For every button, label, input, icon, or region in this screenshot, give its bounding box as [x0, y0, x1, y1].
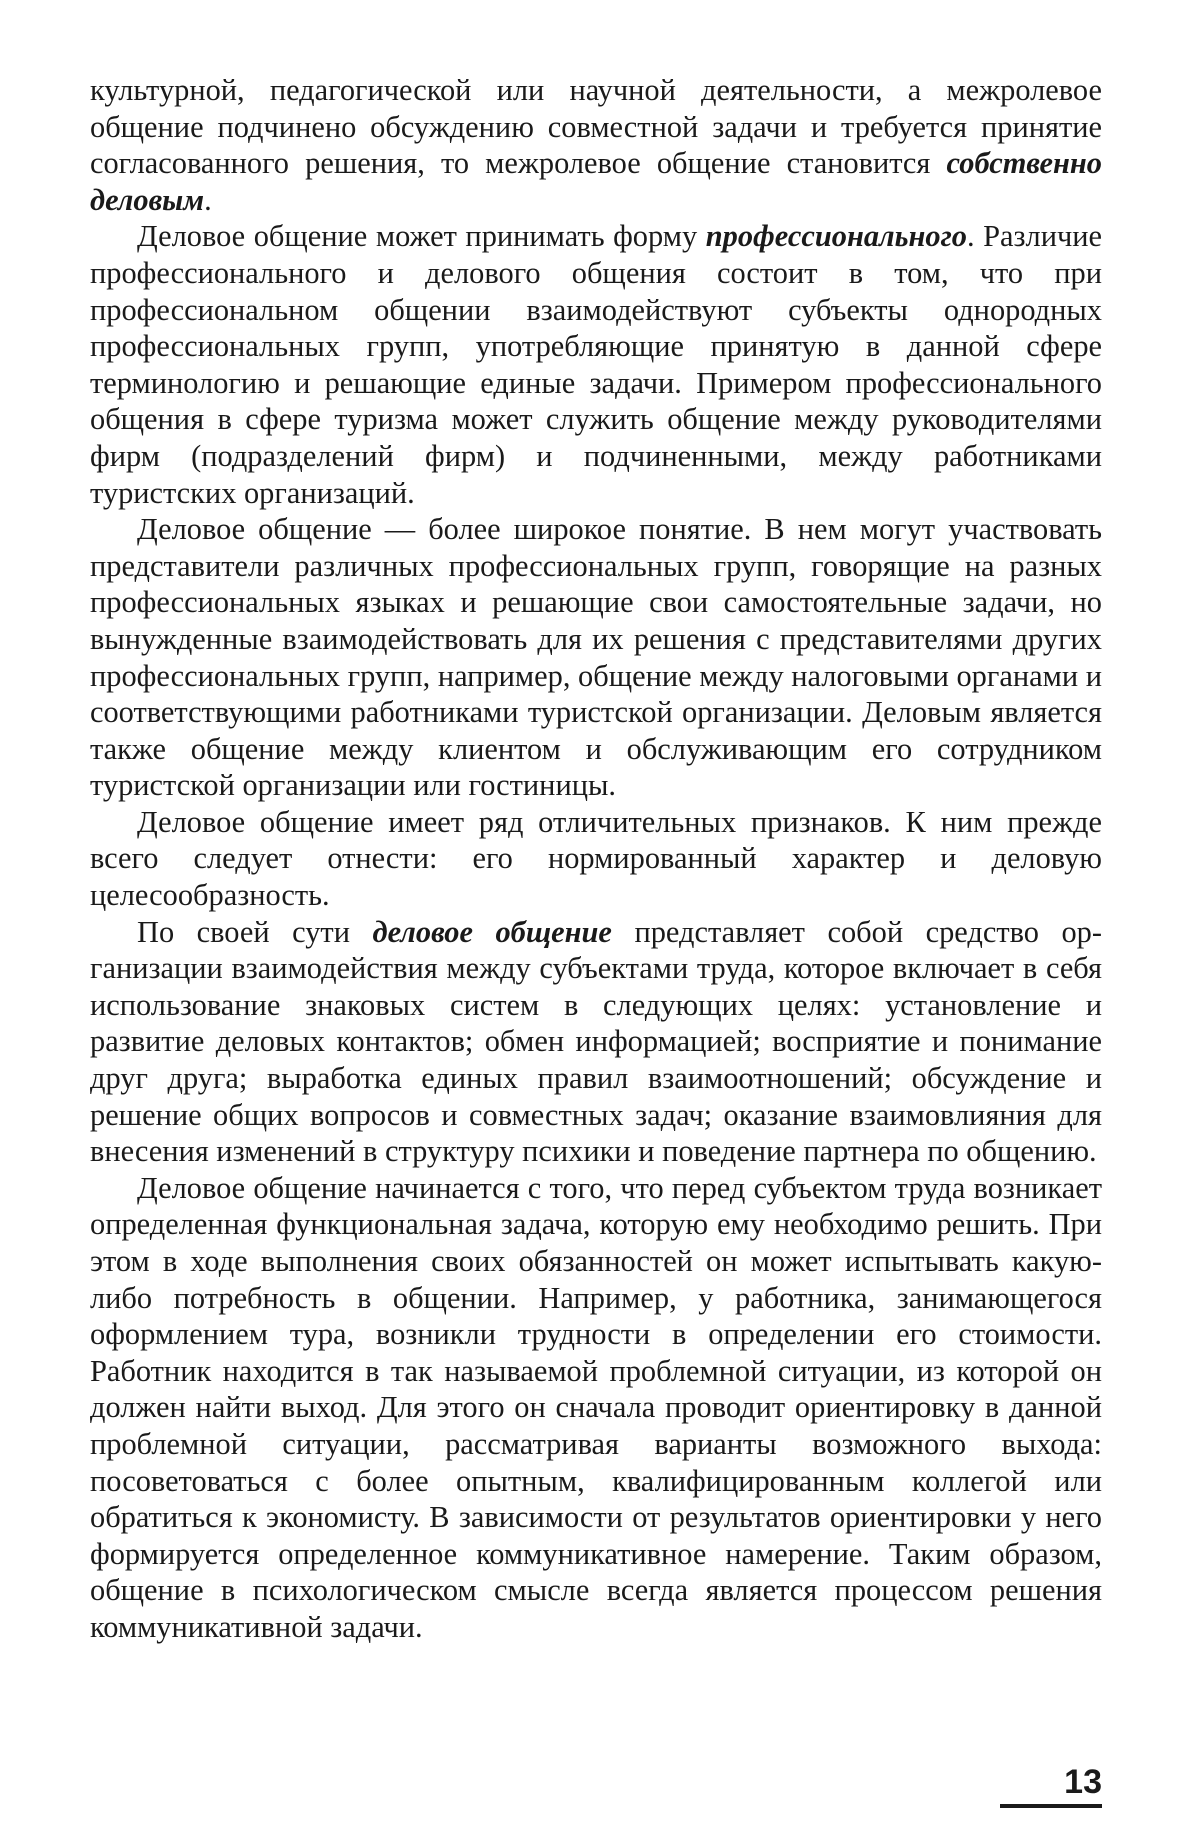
text-run: По своей сути — [137, 914, 373, 949]
paragraph-6 — [90, 1170, 1102, 1646]
text-run: . Различие профессионального и делового общения состоит в том, что при профессиональном общении взаимодействуют субъекты однородных профессиональных групп, употребляющие принятую в данной сфере терминологию и решающие единые задачи. Примером профессионального общения в сфере туризма может служить общение между руководителями фирм (подразделений фирм) и подчиненными, между работниками туристских организаций. — [90, 219, 1103, 510]
term-delovoe-obshchenie: деловое общение — [372, 914, 612, 949]
paragraph-1 — [90, 72, 1102, 218]
text-run: Деловое общение имеет ряд отличительных признаков. К ним прежде всего следует отнести: его нормированный характер и деловую целесообразность. — [90, 804, 1102, 913]
term-sobstvenno-delovym: собственно деловым — [90, 146, 1102, 217]
body-text — [90, 72, 1102, 1646]
text-run: культурной, педагогической или научной деятельности, а межролевое общение подчинено обсуждению совместной задачи и требуется принятие согласованного решения, то межролевое общение становится — [90, 73, 1102, 181]
paragraph-3 — [90, 511, 1102, 804]
page-number: 13 — [1064, 1763, 1102, 1801]
page-number-rule — [1000, 1804, 1102, 1808]
text-run: . — [204, 182, 212, 217]
text-run: представляет собой средство организации взаимодействия между субъектами труда, которое включает в себя использование знаковых систем в следующих целях: установление и развитие деловых контактов; обмен информацией; восприятие и понимание друг друга; выработка единых правил взаимоотношений; обсуждение и решение общих вопросов и совместных задач; оказание взаимовлияния для внесения изменений в структуру психики и поведение партнера по общению. — [90, 914, 1102, 1169]
paragraph-4 — [90, 804, 1102, 914]
text-run: Деловое общение может принимать форму — [137, 219, 706, 254]
paragraph-2 — [90, 218, 1102, 511]
paragraph-5 — [90, 914, 1102, 1170]
term-professionalnogo: профессионального — [705, 219, 967, 254]
text-run: Деловое общение начинается с того, что перед субъектом труда возникает определенная функциональная задача, которую ему необходимо решить. При этом в ходе выполнения своих обязанностей он может испытывать какую-либо потребность в общении. Например, у работника, занимающегося оформлением тура, возникли трудности в определении его стоимости. Работник находится в так называемой проблемной ситуации, из которой он должен найти выход. Для этого он сначала проводит ориентировку в данной проблемной ситуации, рассматривая варианты возможного выхода: посоветоваться с более опытным, квалифицированным коллегой или обратиться к экономисту. В зависимости от результатов ориентировки у него формируется определенное коммуникативное намерение. Таким образом, общение в психологическом смысле всегда является процессом решения коммуникативной задачи. — [90, 1170, 1102, 1644]
text-run: Деловое общение — более широкое понятие. В нем могут участвовать представители различных профессиональных групп, говорящие на разных профессиональных языках и решающие свои самостоятельные задачи, но вынужденные взаимодействовать для их решения с представителями других профессиональных групп, например, общение между налоговыми органами и соответствующими работниками туристской организации. Деловым является также общение между клиентом и обслуживающим его сотрудником туристской организации или гостиницы. — [90, 512, 1102, 803]
